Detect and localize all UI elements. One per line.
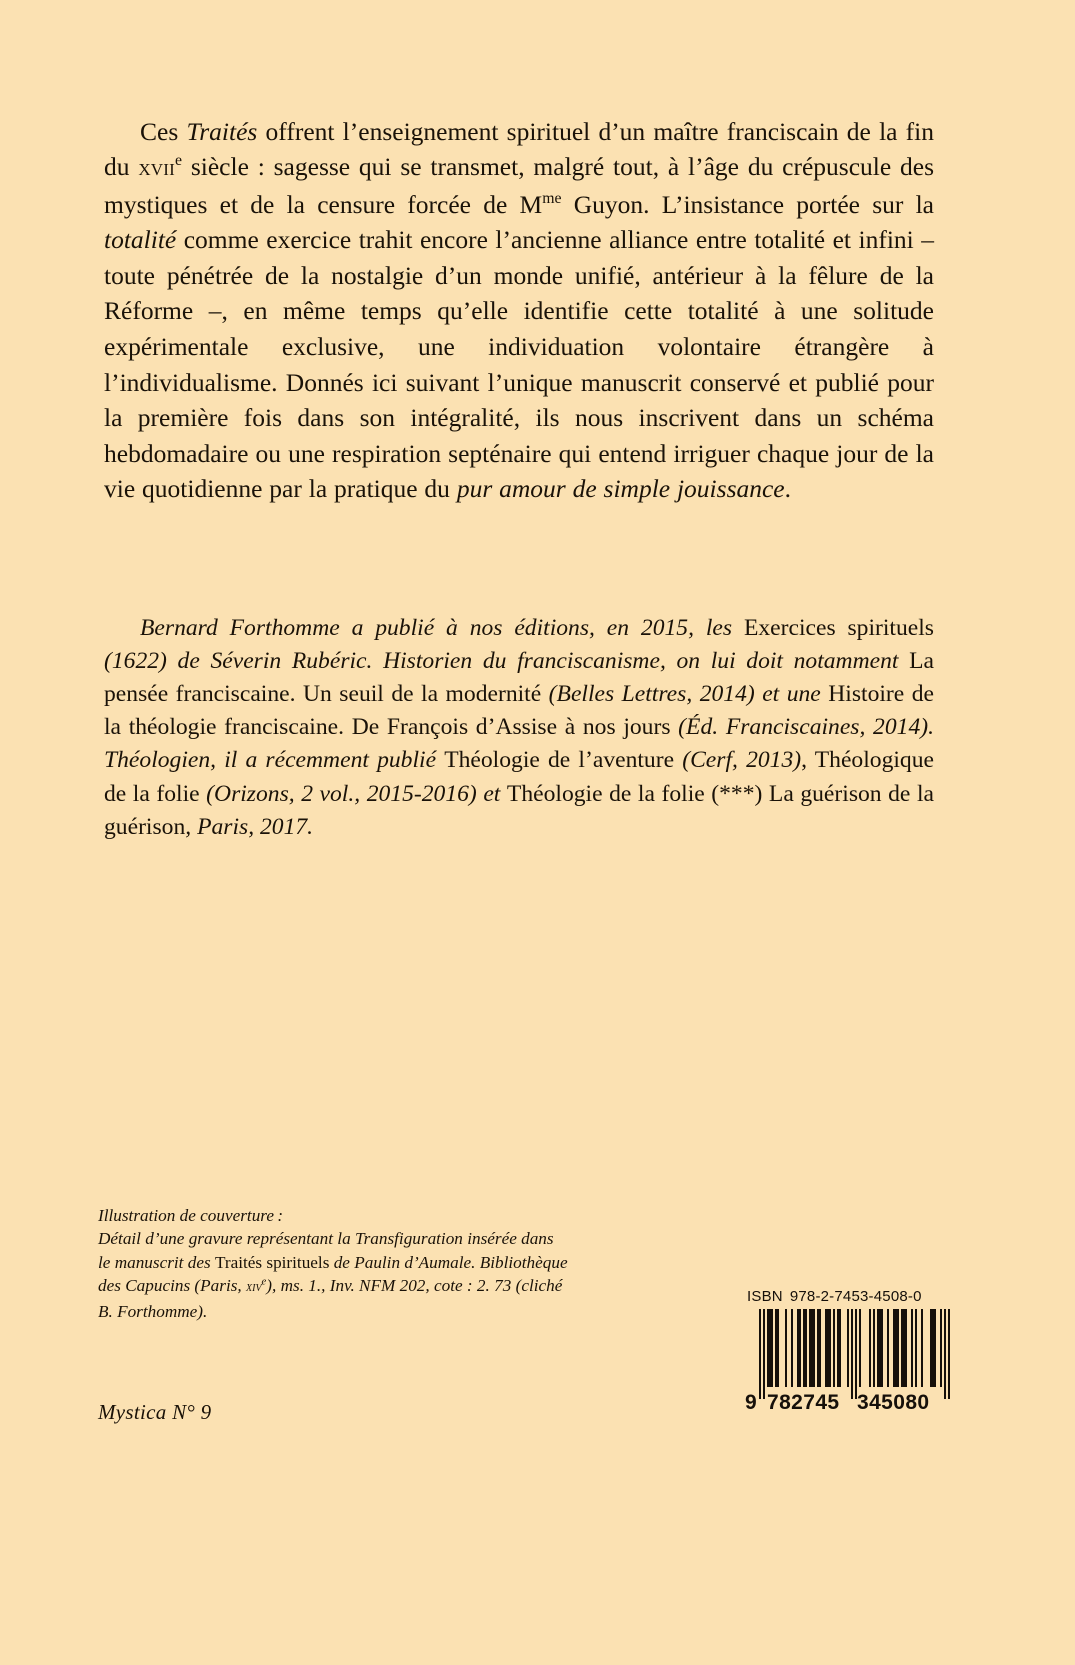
barcode-group-1: 782745 [767, 1391, 840, 1414]
isbn-block [745, 1288, 950, 1417]
credit-century-ordinal: e [261, 1276, 267, 1288]
blurb-century-numeral: xvii [138, 155, 176, 182]
blurb-text-8: Guyon. L’insistance portée sur la [561, 189, 934, 219]
bio-text-13: , Paris, 2017. [185, 813, 314, 840]
barcode [745, 1309, 950, 1417]
isbn-text [747, 1288, 950, 1305]
bio-text-9: (Cerf, 2013) [674, 747, 802, 774]
blurb-century-ordinal: e [175, 152, 183, 170]
isbn-prefix: ISBN [747, 1288, 783, 1305]
blurb-text-6: siècle : sagesse qui se transmet, malgré tout, à l’âge du crépuscule des mystiques et de la censure forcée de M [104, 152, 934, 219]
bio-text-1: Bernard Forthomme a publié à nos éditions, en 2015, les [140, 614, 744, 641]
barcode-lead-digit: 9 [745, 1391, 758, 1414]
blurb-text-12: . [784, 474, 791, 504]
bio-text-7: (Éd. Franciscaines, 2014). Théologien, il a récemment publié [104, 714, 935, 774]
blurb-paragraph [104, 114, 934, 508]
barcode-digits [745, 1389, 950, 1415]
credit-heading: Illustration de couverture : [98, 1206, 284, 1225]
bio-text-11: (Orizons, 2 vol., 2015-2016) et [199, 780, 507, 807]
credit-line-4: B. Forthomme). [98, 1301, 208, 1321]
author-bio-paragraph [104, 612, 934, 844]
series-label: Mystica N° 9 [98, 1400, 212, 1424]
credit-line-2c: de Paulin d’Aumale. Bibliothèque [329, 1252, 568, 1272]
bio-text-3: (1622) de Séverin Rubéric. Historien du franciscanisme, on lui doit notamment [104, 647, 910, 674]
barcode-bars [759, 1309, 950, 1399]
bio-work-guerison: Théologie de la folie (***) La guérison de la guérison [104, 780, 934, 840]
blurb-text-1: Ces [140, 116, 187, 146]
blurb-emphasis-pur-amour: pur amour de simple jouissance [456, 474, 785, 504]
bio-work-histoire-theologie: Histoire de la théologie franciscaine. De François d’Assise à nos jours [104, 681, 934, 741]
barcode-group-2: 345080 [857, 1391, 930, 1414]
blurb-madame-abbrev: me [542, 189, 562, 207]
blurb-title-traites: Traités [186, 116, 258, 146]
bio-text-5: (Belles Lettres, 2014) et une [541, 681, 829, 707]
bio-work-pensee-franciscaine: La pensée franciscaine. Un seuil de la modernité [104, 647, 934, 707]
credit-line-2 [98, 1251, 708, 1274]
bio-work-exercices-spirituels: Exercices spirituels [743, 614, 934, 641]
credit-manuscript-title: Traités spirituels [214, 1252, 330, 1272]
credit-line-3 [98, 1274, 708, 1299]
blurb-text-3: offrent l’enseignement spirituel d’un maître franciscain de la fin du [104, 116, 935, 182]
blurb-emphasis-totalite: totalité [104, 225, 177, 255]
credit-line-3d: ), ms. 1., Inv. NFM 202, cote : 2. 73 (cliché [266, 1276, 563, 1296]
credit-line-2a: le manuscrit des [98, 1252, 215, 1272]
credit-line-1: Détail d’une gravure représentant la Transfiguration insérée dans [98, 1229, 554, 1249]
credit-century-numeral: xiv [246, 1279, 262, 1296]
bio-work-theologique-folie: , Théologique de la folie [104, 747, 934, 807]
bio-work-theologie-aventure: Théologie de l’aventure [444, 747, 675, 774]
blurb-text-10: comme exercice trahit encore l’ancienne alliance entre totalité et infini – toute pénétrée de la nostalgie d’un monde unifié, antérieur à la fêlure de la Réforme –, en même temps qu’elle identifie cette totalité à une solitude expérimentale exclusive, une individuation volontaire étrangère à l’individualisme. Donnés ici suivant l’unique manuscrit conservé et publié pour la première fois dans son intégralité, ils nous inscrivent dans un schéma hebdomadaire ou une respiration septénaire qui entend irriguer chaque jour de la vie quotidienne par la pratique du [104, 225, 934, 504]
isbn-number: 978-2-7453-4508-0 [789, 1288, 922, 1305]
credit-line-3a: des Capucins (Paris, [98, 1276, 246, 1296]
illustration-credit [98, 1204, 708, 1323]
